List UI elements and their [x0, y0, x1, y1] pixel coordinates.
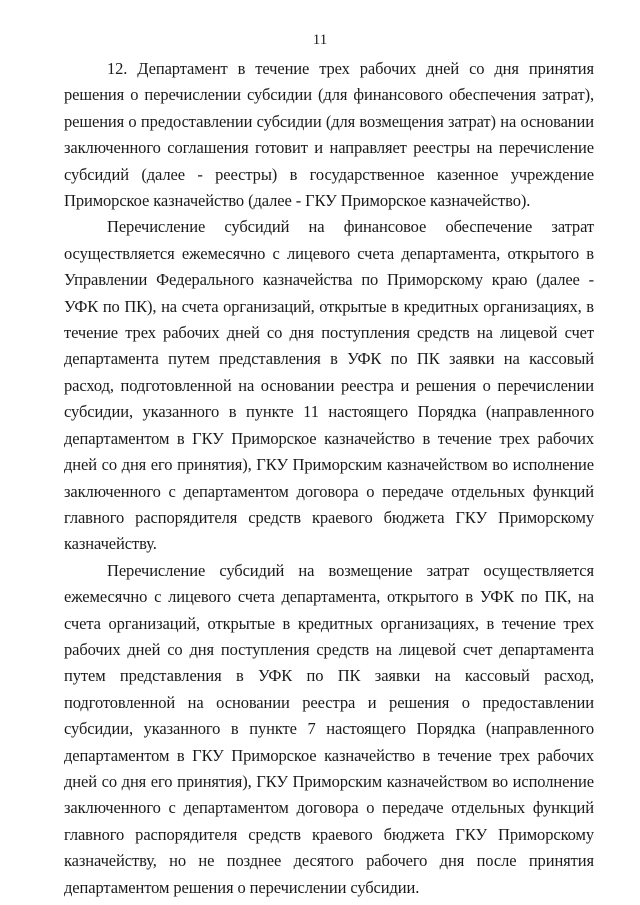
paragraph-12-registers: 12. Департамент в течение трех рабочих дней со дня принятия решения о перечислении субсидии (для финансового обеспечения затрат), решения о предоставлении субсидии (для возмещения затрат) на основании заключенного соглашения готовит и направляет реестры на перечисление субсидий (далее - реестры) в государственное казенное учреждение Приморское казначейство (далее - ГКУ Приморское казначейство).: [64, 59, 594, 211]
paragraph-financial-support-transfer: Перечисление субсидий на финансовое обеспечение затрат осуществляется ежемесячно с лицевого счета департамента, открытого в Управлении Федерального казначейства по Приморскому краю (далее - УФК по ПК), на счета организаций, открытые в кредитных организациях, в течение трех рабочих дней со дня поступления средств на лицевой счет департамента путем представления в УФК по ПК заявки на кассовый расход, подготовленной на основании реестра и решения о перечислении субсидии, указанного в пункте 11 настоящего Порядка (направленного департаментом в ГКУ Приморское казначейство в течение трех рабочих дней со дня его принятия), ГКУ Приморским казначейством во исполнение заключенного с департаментом договора о передаче отдельных функций главного распорядителя средств краевого бюджета ГКУ Приморскому казначейству.: [64, 217, 594, 554]
paragraph-cost-reimbursement-transfer: Перечисление субсидий на возмещение затрат осуществляется ежемесячно с лицевого счета департамента, открытого в УФК по ПК, на счета организаций, открытые в кредитных организациях, в течение трех рабочих дней со дня поступления средств на лицевой счет департамента путем представления в УФК по ПК заявки на кассовый расход, подготовленной на основании реестра и решения о предоставлении субсидии, указанного в пункте 7 настоящего Порядка (направленного департаментом в ГКУ Приморское казначейство в течение трех рабочих дней со дня его принятия), ГКУ Приморским казначейством во исполнение заключенного с департаментом договора о передаче отдельных функций главного распорядителя средств краевого бюджета ГКУ Приморскому казначейству, но не позднее десятого рабочего дня после принятия департаментом решения о перечислении субсидии.: [64, 560, 594, 897]
document-body: [64, 56, 594, 901]
page-number: 11: [312, 32, 328, 48]
